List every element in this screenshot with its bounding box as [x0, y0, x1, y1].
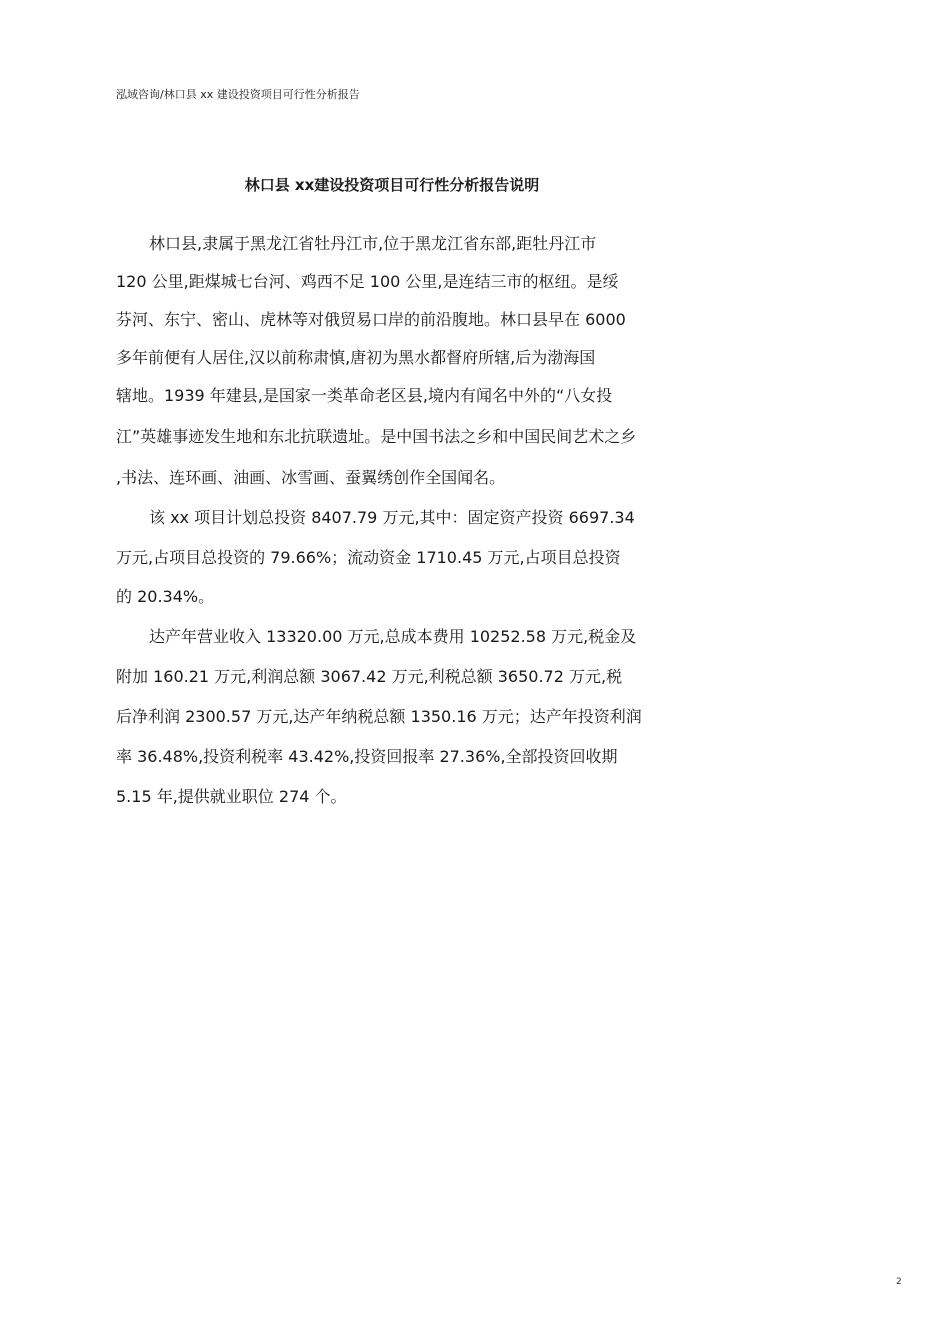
- paragraph-line: 多年前便有人居住,汉以前称肃慎,唐初为黑水都督府所辖,后为渤海国: [116, 348, 596, 367]
- paragraph-line: 附加 160.21 万元,利润总额 3067.42 万元,利税总额 3650.72 万元,税: [116, 667, 623, 686]
- paragraph-line: 率 36.48%,投资利税率 43.42%,投资回报率 27.36%,全部投资回收期: [116, 747, 618, 766]
- document-title: 林口县 xx建设投资项目可行性分析报告说明: [244, 176, 540, 194]
- paragraph-line: 万元,占项目总投资的 79.66%；流动资金 1710.45 万元,占项目总投资: [116, 548, 621, 567]
- paragraph-line: 该 xx 项目计划总投资 8407.79 万元,其中：固定资产投资 6697.34: [149, 508, 635, 527]
- paragraph-line: 5.15 年,提供就业职位 274 个。: [116, 787, 347, 806]
- paragraph-line: 的 20.34%。: [116, 587, 215, 606]
- paragraph-line: ,书法、连环画、油画、冰雪画、蚕翼绣创作全国闻名。: [116, 468, 506, 487]
- paragraph-line: 后净利润 2300.57 万元,达产年纳税总额 1350.16 万元；达产年投资利润: [116, 707, 642, 726]
- paragraph-line: 辖地。1939 年建县,是国家一类革命老区县,境内有闻名中外的“八女投: [116, 386, 613, 405]
- paragraph-line: 120 公里,距煤城七台河、鸡西不足 100 公里,是连结三市的枢纽。是绥: [116, 272, 619, 291]
- paragraph-line: 芬河、东宁、密山、虎林等对俄贸易口岸的前沿腹地。林口县早在 6000: [116, 310, 626, 329]
- paragraph-line: 达产年营业收入 13320.00 万元,总成本费用 10252.58 万元,税金及: [149, 627, 637, 646]
- paragraph-line: 江”英雄事迹发生地和东北抗联遗址。是中国书法之乡和中国民间艺术之乡: [116, 427, 637, 446]
- paragraph-line: 林口县,隶属于黑龙江省牡丹江市,位于黑龙江省东部,距牡丹江市: [149, 234, 597, 253]
- page-number: 2: [896, 1277, 902, 1287]
- running-header: 泓域咨询/林口县 xx 建设投资项目可行性分析报告: [116, 88, 360, 101]
